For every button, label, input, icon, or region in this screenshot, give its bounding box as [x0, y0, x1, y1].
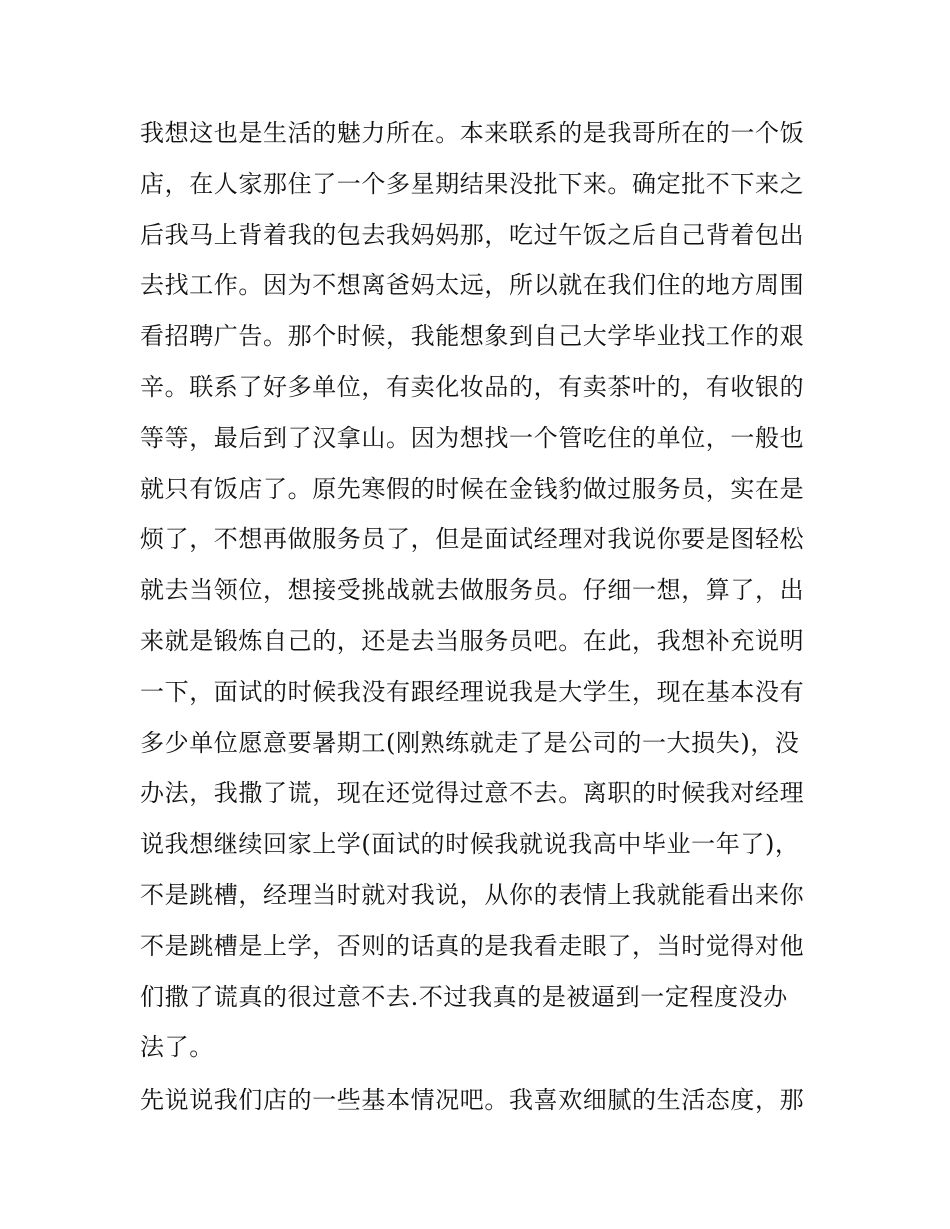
paragraph	[140, 1075, 820, 1126]
paragraph	[140, 108, 820, 1073]
text-line: 我想这也是生活的魅力所在。本来联系的是我哥所在的一个饭	[140, 119, 805, 147]
text-line: 先说说我们店的一些基本情况吧。我喜欢细腻的生活态度，那	[140, 1086, 805, 1115]
text-line: 不是跳槽是上学，否则的话真的是我看走眼了，当时觉得对他	[140, 931, 805, 960]
text-line: 就只有饭店了。原先寒假的时候在金钱豹做过服务员，实在是	[140, 474, 805, 503]
text-line: 去找工作。因为不想离爸妈太远，所以就在我们住的地方周围	[140, 271, 805, 300]
text-line: 就去当领位，想接受挑战就去做服务员。仔细一想，算了，出	[140, 576, 805, 605]
text-line: 说我想继续回家上学(面试的时候我就说我高中毕业一年了)，	[140, 830, 800, 859]
text-line: 来就是锻炼自己的，还是去当服务员吧。在此，我想补充说明	[140, 626, 805, 655]
text-line: 法了。	[140, 1033, 214, 1062]
text-line: 看招聘广告。那个时候，我能想象到自己大学毕业找工作的艰	[140, 322, 805, 351]
text-line: 办法，我撒了谎，现在还觉得过意不去。离职的时候我对经理	[140, 779, 805, 808]
text-line: 们撒了谎真的很过意不去.不过我真的是被逼到一定程度没办	[140, 982, 788, 1011]
text-line: 一下，面试的时候我没有跟经理说我是大学生，现在基本没有	[140, 677, 805, 706]
body-text	[140, 108, 820, 1126]
text-line: 不是跳槽，经理当时就对我说，从你的表情上我就能看出来你	[140, 880, 805, 909]
text-line: 辛。联系了好多单位，有卖化妆品的，有卖茶叶的，有收银的	[140, 372, 805, 401]
text-line: 烦了，不想再做服务员了，但是面试经理对我说你要是图轻松	[140, 525, 805, 554]
text-line: 多少单位愿意要暑期工(刚熟练就走了是公司的一大损失)，没	[140, 728, 800, 757]
text-line: 后我马上背着我的包去我妈妈那，吃过午饭之后自己背着包出	[140, 220, 805, 249]
text-line: 等等，最后到了汉拿山。因为想找一个管吃住的单位，一般也	[140, 423, 805, 452]
text-line: 店，在人家那住了一个多星期结果没批下来。确定批不下来之	[140, 169, 805, 198]
